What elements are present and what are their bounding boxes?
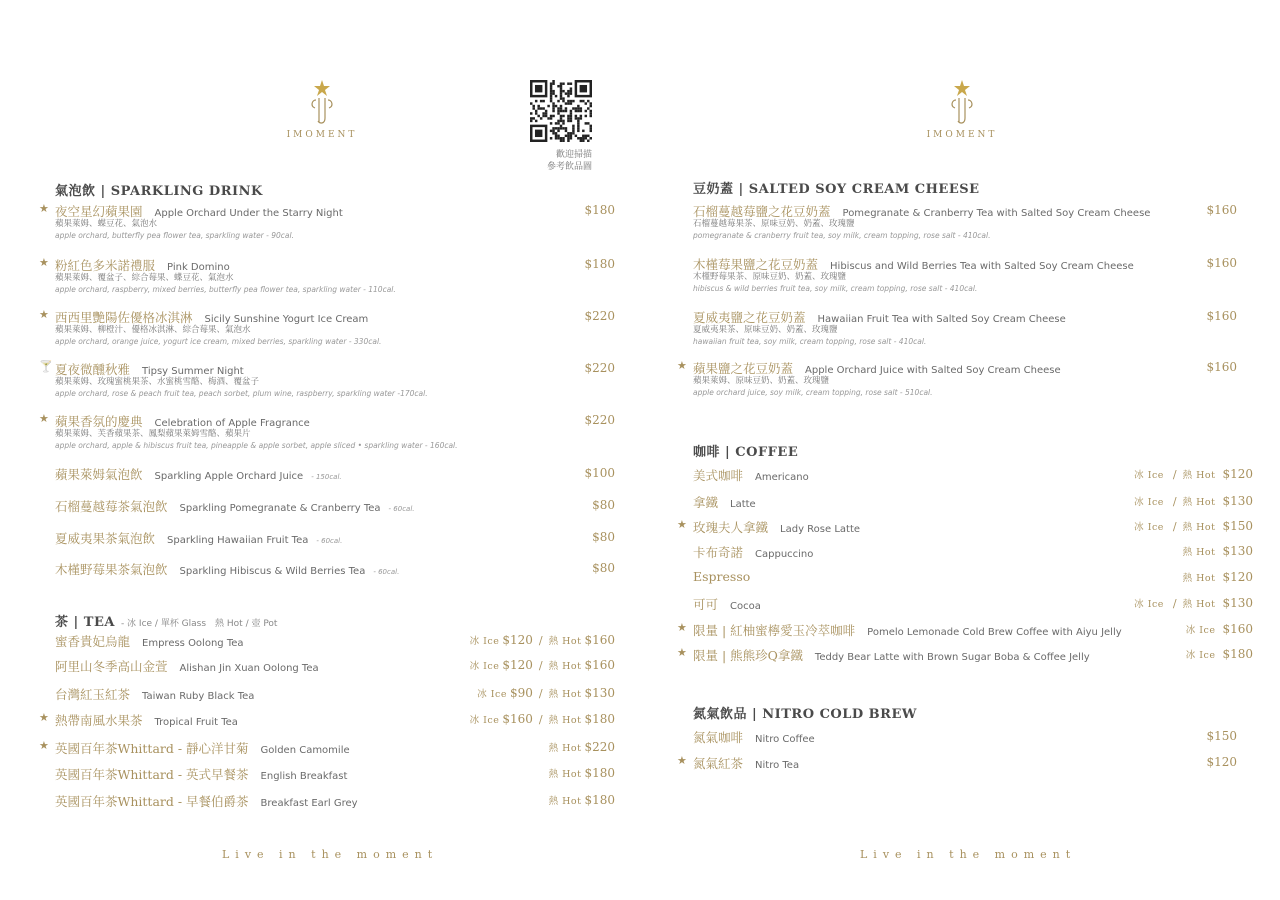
item-calories: - 60cal. [316,537,343,545]
star-icon: ★ [677,359,687,372]
menu-item [693,202,1237,241]
price-value: $160 [1206,360,1237,374]
item-price [1134,494,1253,508]
menu-item [693,493,1253,509]
section-title-coffee: 咖啡 | COFFEE [693,445,799,460]
item-description: 木槿野莓果茶、原味豆奶、奶蓋、玫瑰鹽 [693,272,847,282]
item-name-en: Hibiscus and Wild Berries Tea with Salted Soy Cream Cheese [830,261,1134,272]
item-name-zh: 卡布奇諾 [693,545,744,560]
hot-price: $180 [584,712,615,726]
menu-item [677,518,1253,535]
section-title-tea [55,611,277,630]
price-separator: / [1172,495,1177,508]
item-name-zh: 夏威夷鹽之花豆奶蓋 [693,310,806,325]
item-price [470,658,615,672]
price-value: $80 [592,530,615,544]
price-separator: / [1172,468,1177,481]
item-line [693,646,1253,662]
item-name-zh: 石榴蔓越莓鹽之花豆奶蓋 [693,204,831,219]
menu-item [55,792,615,808]
item-name-en: Apple Orchard Juice with Salted Soy Cream Cheese [805,365,1061,376]
item-name-zh: 西西里艷陽佐優格冰淇淋 [55,310,193,325]
item-name-en: Tipsy Summer Night [142,366,244,377]
brand-logo [902,78,1022,140]
menu-item [693,569,1253,585]
ice-price: $160 [502,712,533,726]
item-price [1206,729,1237,743]
item-description: 蘋果萊姆、蝶豆花、氣泡水 [55,219,158,229]
price-value: $220 [584,413,615,427]
item-name-zh: 夏威夷果茶氣泡飲 [55,531,156,546]
star-icon: ★ [677,646,687,659]
item-price [1183,544,1253,558]
item-name-en: Taiwan Ruby Black Tea [142,691,255,702]
menu-item [39,711,615,728]
item-description: 蘋果萊姆、芙香蘋果茶、鳳梨蘋果萊姆雪酪、蘋果片 [55,429,251,439]
item-description: 蘋果萊姆、柳橙汁、優格冰淇淋、綜合莓果、氣泡水 [55,325,251,335]
section-title-nitro: 氮氣飲品 | NITRO COLD BREW [693,707,917,722]
price-separator: / [538,687,543,700]
price-separator: / [1172,520,1177,533]
item-name-zh: 限量 | 紅柚蜜檸愛玉冷萃咖啡 [693,623,856,638]
menu-item [55,765,615,781]
hot-label: 熱 Hot [1182,599,1216,610]
logo-icon [302,78,342,126]
hot-price: $180 [584,793,615,807]
price-value: $180 [584,203,615,217]
item-name-en: Lady Rose Latte [780,524,861,535]
item-name-en: Pink Domino [167,262,230,273]
hot-label: 熱 Hot [548,715,582,726]
item-line [55,560,615,576]
item-name-zh: 蘋果萊姆氣泡飲 [55,467,143,482]
item-description-en: apple orchard, butterfly pea flower tea, sparkling water - 90cal. [55,231,294,240]
item-name-en: Empress Oolong Tea [142,638,244,649]
item-price [1206,309,1237,323]
qr-caption-line: 參考飲品圖 [546,162,592,172]
item-name-en: Golden Camomile [260,745,350,756]
item-price [470,712,615,726]
item-name-en: Tropical Fruit Tea [154,717,238,728]
item-name-en: Pomegranate & Cranberry Tea with Salted Soy Cream Cheese [842,208,1151,219]
item-name-en: Celebration of Apple Fragrance [154,418,310,429]
price-value: $160 [1206,309,1237,323]
item-price [1134,596,1253,610]
footer-tagline: Live in the moment [222,848,439,861]
cocktail-icon: 🍸 [39,360,53,373]
menu-item [39,739,615,756]
item-line [693,359,1237,375]
item-name-zh: 氮氣紅茶 [693,756,744,771]
item-price [1186,622,1253,636]
item-price [584,466,615,480]
price-value: $150 [1222,519,1253,533]
item-price [592,530,615,544]
item-name-en: Americano [755,472,809,483]
item-name-en: Nitro Tea [755,760,800,771]
price-value: $120 [1222,570,1253,584]
item-description-en: apple orchard, rose & peach fruit tea, peach sorbet, plum wine, raspberry, sparkling water -170cal. [55,389,428,398]
menu-item [677,646,1253,663]
price-value: $100 [584,466,615,480]
price-value: $220 [584,309,615,323]
item-line [55,529,615,545]
item-line [55,739,615,755]
price-value: $120 [1206,755,1237,769]
item-line [693,202,1237,218]
item-name-zh: 限量 | 熊熊珍Q拿鐵 [693,648,803,663]
item-description-en: hibiscus & wild berries fruit tea, soy milk, cream topping, rose salt - 410cal. [693,284,978,293]
price-value: $80 [592,561,615,575]
item-name-en: Nitro Coffee [755,734,815,745]
ice-label: 冰 Ice [1134,599,1164,610]
item-name-zh: 英國百年茶Whittard - 靜心洋甘菊 [55,741,249,756]
brand-logo [262,78,382,140]
item-price [1206,203,1237,217]
item-price [584,309,615,323]
hot-price: $160 [584,658,615,672]
item-name-en: Sparkling Pomegranate & Cranberry Tea [179,503,381,514]
ice-price: $120 [502,633,533,647]
item-price [592,498,615,512]
item-description-en: hawaiian fruit tea, soy milk, cream topping, rose salt - 410cal. [693,337,927,346]
item-name-en: Teddy Bear Latte with Brown Sugar Boba & Coffee Jelly [814,652,1090,663]
star-icon: ★ [39,256,49,269]
menu-item [693,255,1237,294]
price-value: $80 [592,498,615,512]
menu-item [39,412,615,451]
item-name-zh: 美式咖啡 [693,468,744,483]
item-calories: - 150cal. [311,473,342,481]
hot-label: 熱 Hot [548,661,582,672]
item-description: 石榴蔓越莓果茶、原味豆奶、奶蓋、玫瑰鹽 [693,219,855,229]
hot-price: $220 [584,740,615,754]
ice-label: 冰 Ice [1185,650,1216,661]
item-name-zh: 英國百年茶Whittard - 英式早餐茶 [55,767,249,782]
star-icon: ★ [39,412,49,425]
item-name-zh: 蘋果鹽之花豆奶蓋 [693,361,794,376]
item-line [55,792,615,808]
item-line [55,256,615,272]
item-calories: - 60cal. [373,568,400,576]
price-value: $130 [1222,544,1253,558]
item-line [693,728,1237,744]
hot-label: 熱 Hot [548,636,582,647]
price-separator: / [538,659,543,672]
item-price [584,361,615,375]
hot-price: $160 [584,633,615,647]
item-price [477,686,615,700]
item-price [1186,647,1253,661]
item-description-en: apple orchard, raspberry, mixed berries, butterfly pea flower tea, sparkling water - 110cal. [55,285,396,294]
item-name-en: Apple Orchard Under the Starry Night [154,208,343,219]
menu-item [55,529,615,545]
item-price [584,203,615,217]
price-value: $160 [1222,622,1253,636]
hot-price: $180 [584,766,615,780]
ice-label: 冰 Ice [1134,522,1164,533]
price-separator: / [538,634,543,647]
item-price [470,633,615,647]
qr-code-icon [530,80,592,142]
ice-label: 冰 Ice [1134,497,1164,508]
item-price [1134,519,1253,533]
section-title-sparkling: 氣泡飲 | SPARKLING DRINK [55,184,263,199]
item-name-en: Cappuccino [755,549,814,560]
footer-tagline: Live in the moment [860,848,1077,861]
menu-item [693,466,1253,482]
item-line [55,308,615,324]
item-name-en: English Breakfast [260,771,348,782]
price-value: $130 [1222,494,1253,508]
menu-item [693,728,1237,744]
item-description-en: apple orchard, orange juice, yogurt ice cream, mixed berries, sparkling water - 330cal. [55,337,382,346]
item-name-zh: 拿鐵 [693,495,719,510]
hot-label: 熱 Hot [1182,573,1216,584]
item-price [1206,755,1237,769]
menu-item [677,754,1237,771]
menu-item [55,560,615,576]
item-price [1206,256,1237,270]
item-price [1183,570,1253,584]
menu-item [39,256,615,295]
item-calories: - 60cal. [388,505,415,513]
item-name-zh: 蜜香貴妃烏龍 [55,634,131,649]
item-line [693,569,1253,585]
item-name-zh: 玫瑰夫人拿鐵 [693,520,769,535]
item-name-zh: 夜空星幻蘋果園 [55,204,143,219]
item-line [55,465,615,481]
item-name-en: Sparkling Apple Orchard Juice [154,471,304,482]
item-line [693,543,1253,559]
price-value: $160 [1206,203,1237,217]
star-icon: ★ [39,711,49,724]
star-icon: ★ [39,739,49,752]
hot-label: 熱 Hot [548,689,582,700]
menu-item [677,359,1237,398]
item-name-zh: 蘋果香氛的慶典 [55,414,143,429]
price-value: $150 [1206,729,1237,743]
menu-item [39,308,615,347]
hot-price: $130 [584,686,615,700]
item-name-en: Alishan Jin Xuan Oolong Tea [179,663,319,674]
hot-label: 熱 Hot [1182,470,1216,481]
star-icon: ★ [677,754,687,767]
item-price [1206,360,1237,374]
item-line [55,202,615,218]
item-name-en: Hawaiian Fruit Tea with Salted Soy Cream Cheese [817,314,1066,325]
logo-icon [942,78,982,126]
menu-item [693,595,1253,611]
item-price [549,766,615,780]
menu-item [39,360,615,399]
item-description-en: pomegranate & cranberry fruit tea, soy milk, cream topping, rose salt - 410cal. [693,231,991,240]
item-description-en: apple orchard, apple & hibiscus fruit tea, pineapple & apple sorbet, apple sliced • sparkling water - 160cal. [55,441,458,450]
hot-label: 熱 Hot [548,743,582,754]
price-value: $120 [1222,467,1253,481]
price-value: $180 [1222,647,1253,661]
star-icon: ★ [677,518,687,531]
ice-label: 冰 Ice [477,689,507,700]
ice-label: 冰 Ice [1134,470,1164,481]
star-icon: ★ [39,202,49,215]
tea-subtitle: - 冰 Ice / 單杯 Glass 熱 Hot / 壺 Pot [120,619,278,629]
star-icon: ★ [677,621,687,634]
item-price [592,561,615,575]
menu-item [693,308,1237,347]
item-description: 蘋果萊姆、原味豆奶、奶蓋、玫瑰鹽 [693,376,830,386]
item-line [693,754,1237,770]
item-line [55,412,615,428]
item-name-en: Pomelo Lemonade Cold Brew Coffee with Aiyu Jelly [867,627,1122,638]
item-name-en: Sparkling Hawaiian Fruit Tea [167,535,309,546]
price-separator: / [1172,597,1177,610]
qr-caption [530,149,592,173]
menu-item [693,543,1253,559]
item-name-zh: 台灣紅玉紅茶 [55,687,131,702]
ice-label: 冰 Ice [469,661,500,672]
hot-label: 熱 Hot [1182,497,1216,508]
item-name-zh: 木槿野莓果茶氣泡飲 [55,562,168,577]
ice-price: $90 [509,686,533,700]
menu-item [677,621,1253,638]
item-name-zh: Espresso [693,569,751,584]
qr-code [530,80,592,173]
item-description: 夏威夷果茶、原味豆奶、奶蓋、玫瑰鹽 [693,325,838,335]
menu-item [55,497,615,513]
ice-label: 冰 Ice [1185,625,1216,636]
item-name-en: Latte [730,499,756,510]
ice-price: $120 [502,658,533,672]
item-price [1134,467,1253,481]
item-name-zh: 氮氣咖啡 [693,730,744,745]
item-price [549,740,615,754]
brand-name: IMOMENT [286,130,358,140]
right-page [640,0,1280,900]
item-name-en: Cocoa [730,601,761,612]
hot-label: 熱 Hot [548,769,582,780]
item-line [693,255,1237,271]
hot-label: 熱 Hot [1182,522,1216,533]
item-name-zh: 熱帶南風水果茶 [55,713,143,728]
item-name-en: Sparkling Hibiscus & Wild Berries Tea [179,566,366,577]
item-name-zh: 可可 [693,597,719,612]
section-title-soy: 豆奶蓋 | SALTED SOY CREAM CHEESE [693,182,980,197]
hot-label: 熱 Hot [1182,547,1216,558]
ice-label: 冰 Ice [469,715,500,726]
ice-label: 冰 Ice [469,636,500,647]
star-icon: ★ [39,308,49,321]
item-price [584,257,615,271]
item-line [55,765,615,781]
item-description-en: apple orchard juice, soy milk, cream topping, rose salt - 510cal. [693,388,933,397]
menu-item [55,657,615,673]
item-name-zh: 木槿莓果鹽之花豆奶蓋 [693,257,819,272]
item-price [584,413,615,427]
menu-item [55,685,615,701]
brand-name: IMOMENT [926,130,998,140]
item-line [693,308,1237,324]
item-name-en: Sicily Sunshine Yogurt Ice Cream [204,314,369,325]
menu-item [55,632,615,648]
price-separator: / [538,713,543,726]
item-line [55,497,615,513]
item-line [55,360,615,376]
qr-caption-line: 歡迎掃描 [555,150,592,160]
menu-item [55,465,615,481]
item-description: 蘋果萊姆、覆盆子、綜合莓果、蝶豆花、氣泡水 [55,273,234,283]
hot-label: 熱 Hot [548,796,582,807]
item-price [549,793,615,807]
price-value: $160 [1206,256,1237,270]
price-value: $130 [1222,596,1253,610]
item-name-zh: 石榴蔓越莓茶氣泡飲 [55,499,168,514]
item-name-zh: 粉紅色多米諾禮服 [55,258,156,273]
item-line [693,621,1253,637]
tea-title: 茶 | TEA [55,615,115,630]
item-name-zh: 阿里山冬季高山金萱 [55,659,168,674]
menu-item [39,202,615,241]
item-name-en: Breakfast Earl Grey [260,798,358,809]
item-name-zh: 夏夜微醺秋雅 [55,362,131,377]
price-value: $180 [584,257,615,271]
price-value: $220 [584,361,615,375]
item-description: 蘋果萊姆、玫瑰蜜桃果茶、水蜜桃雪酪、梅酒、覆盆子 [55,377,260,387]
item-name-zh: 英國百年茶Whittard - 早餐伯爵茶 [55,794,249,809]
